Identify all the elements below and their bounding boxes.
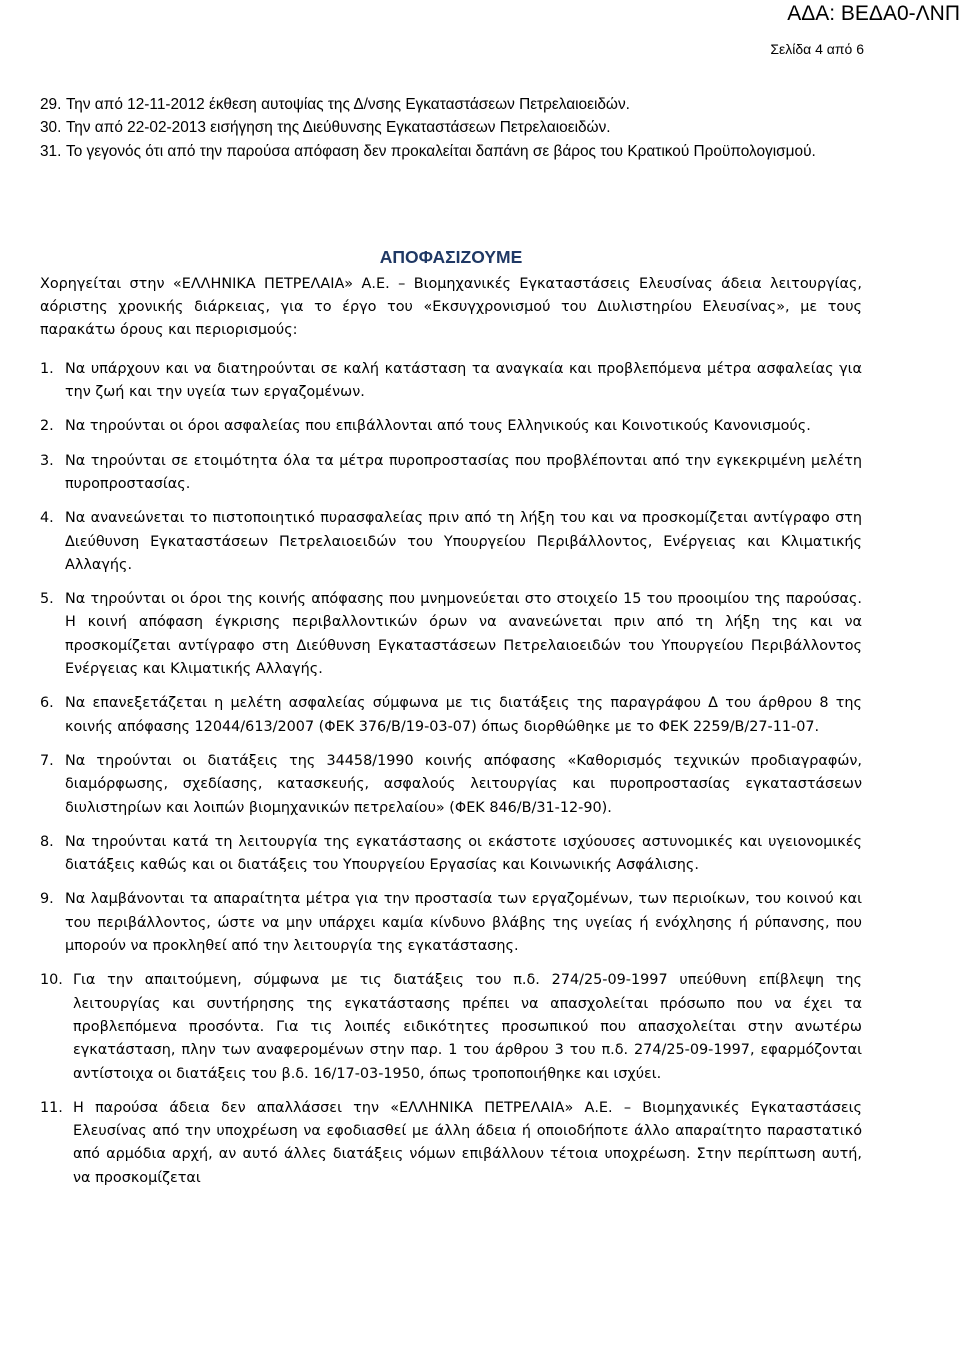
- term-item-10: [40, 969, 862, 1085]
- term-number: 5.: [40, 591, 54, 608]
- term-number: 9.: [40, 891, 54, 908]
- preamble-list: [40, 93, 862, 163]
- term-text: Να τηρούνται σε ετοιμότητα όλα τα μέτρα πυροπροστασίας που προβλέπονται από την εγκεκριμένη μελέτη πυροπροστασίας.: [65, 452, 862, 492]
- term-text: Να τηρούνται οι όροι της κοινής απόφασης που μνημονεύεται στο στοιχείο 15 του προοιμίου της παρούσας. Η κοινή απόφαση έγκρισης περιβαλλοντικών όρων να ανανεώνεται πριν από τη λήξη της και να προσκομίζεται αντίγραφο στη Διεύθυνση Εγκαταστάσεων Πετρελαιοειδών του Υπουργείου Περιβάλλοντος Ενέργειας και Κλιματικής Αλλαγής.: [65, 591, 862, 678]
- term-item-3: [40, 450, 862, 497]
- preamble-item-number: 30.: [40, 119, 62, 137]
- term-item-7: [40, 750, 862, 820]
- document-body: [40, 93, 862, 1201]
- term-number: 7.: [40, 752, 54, 769]
- preamble-item-text: Την από 22-02-2013 εισήγηση της Διεύθυνσης Εγκαταστάσεων Πετρελαιοειδών.: [66, 119, 611, 137]
- preamble-item-29: [40, 93, 862, 116]
- term-number: 1.: [40, 360, 54, 377]
- preamble-item-number: 29.: [40, 96, 62, 113]
- term-text: Να τηρούνται οι διατάξεις της 34458/1990 κοινής απόφασης «Καθορισμός τεχνικών προδιαγραφών, διαμόρφωσης, σχεδίασης, κατασκευής, ασφαλούς λειτουργίας και πυροπροστασίας εγκαταστάσεων διυλιστηρίων και λοιπών βιομηχανικών πετρελαίου» (ΦΕΚ 846/Β/31-12-90).: [65, 752, 862, 816]
- decision-heading: ΑΠΟΦΑΣΙΖΟΥΜΕ: [379, 246, 523, 267]
- term-text: Για την απαιτούμενη, σύμφωνα με τις διατάξεις του π.δ. 274/25-09-1997 υπεύθυνη επίβλεψη της λειτουργίας και συντήρησης της εγκατάστασης πρέπει να απασχολείται πρόσωπο που να έχει τα προβλεπόμενα προσόντα. Για τις λοιπές ειδικότητες προσωπικού που απασχολείται στην ανωτέρω εγκατάσταση, πλην των αναφερομένων στην παρ. 1 του άρθρου 3 του π.δ. 274/25-09-1997, εφαρμόζονται αντίστοιχα οι διατάξεις του β.δ. 16/17-03-1950, όπως τροποποιήθηκε και ισχύει.: [73, 972, 862, 1082]
- terms-list: [40, 358, 862, 1190]
- preamble-item-text: Την από 12-11-2012 έκθεση αυτοψίας της Δ/νσης Εγκαταστάσεων Πετρελαιοειδών.: [66, 96, 630, 113]
- term-number: 10.: [40, 972, 63, 989]
- term-number: 4.: [40, 510, 54, 527]
- term-number: 3.: [40, 452, 54, 469]
- preamble-item-30: [40, 116, 862, 139]
- term-text: Η παρούσα άδεια δεν απαλλάσσει την «ΕΛΛΗΝΙΚΑ ΠΕΤΡΕΛΑΙΑ» Α.Ε. – Βιομηχανικές Εγκαταστάσεις Ελευσίνας από την υποχρέωση να εφοδιασθεί με άλλη άδεια ή οποιοδήποτε άλλο απαραίτητο παραστατικό από αρμόδια αρχή, αν αυτό άλλες διατάξεις νόμων επιβάλλουν τέτοια υποχρέωση. Στην περίπτωση αυτή, να προσκομίζεται: [73, 1099, 862, 1186]
- term-number: 2.: [40, 418, 54, 435]
- term-text: Να τηρούνται οι όροι ασφαλείας που επιβάλλονται από τους Ελληνικούς και Κοινοτικούς Κανονισμούς.: [65, 418, 811, 435]
- term-number: 11.: [40, 1099, 63, 1116]
- term-number: 6.: [40, 695, 54, 712]
- page-number: Σελίδα 4 από 6: [770, 41, 864, 57]
- term-item-6: [40, 692, 862, 739]
- preamble-item-number: 31.: [40, 142, 62, 160]
- decision-paragraph: Χορηγείται στην «ΕΛΛΗΝΙΚΑ ΠΕΤΡΕΛΑΙΑ» Α.Ε. – Βιομηχανικές Εγκαταστάσεις Ελευσίνας άδεια λειτουργίας, αόριστης χρονικής διάρκειας, για το έργο του «Εκσυγχρονισμού του Διυλιστηρίου Ελευσίνας», με τους παρακάτω όρους και περιορισμούς:: [40, 275, 862, 339]
- term-item-4: [40, 507, 862, 577]
- term-text: Να υπάρχουν και να διατηρούνται σε καλή κατάσταση τα αναγκαία και προβλεπόμενα μέτρα ασφαλείας για την ζωή και την υγεία των εργαζομένων.: [65, 360, 862, 401]
- term-number: 8.: [40, 833, 54, 850]
- term-text: Να ανανεώνεται το πιστοποιητικό πυρασφαλείας πριν από τη λήξη του και να προσκομίζεται αντίγραφο στη Διεύθυνση Εγκαταστάσεων Πετρελαιοειδών του Υπουργείου Περιβάλλοντος, Ενέργειας και Κλιματικής Αλλαγής.: [65, 510, 862, 573]
- term-item-9: [40, 888, 862, 958]
- term-text: Να λαμβάνονται τα απαραίτητα μέτρα για την προστασία των εργαζομένων, των περιοίκων, του κοινού και του περιβάλλοντος, ώστε να μην υπάρχει καμία κίνδυνο βλάβης της υγείας ή ενόχλησης ή ρύπανσης, που μπορούν να προκληθεί από την λειτουργία της εγκατάστασης.: [65, 891, 862, 955]
- preamble-item-31: [40, 140, 862, 163]
- term-item-2: [40, 415, 862, 438]
- term-text: Να επανεξετάζεται η μελέτη ασφαλείας σύμφωνα με τις διατάξεις της παραγράφου Δ του άρθρου 8 της κοινής απόφασης 12044/613/2007 (ΦΕΚ 376/Β/19-03-07) όπως διορθώθηκε με το ΦΕΚ 2259/Β/27-11-07.: [65, 695, 862, 735]
- term-item-5: [40, 588, 862, 681]
- term-item-1: [40, 358, 862, 405]
- term-text: Να τηρούνται κατά τη λειτουργία της εγκατάστασης οι εκάστοτε ισχύουσες αστυνομικές και υγειονομικές διατάξεις καθώς και οι διατάξεις του Υπουργείου Εργασίας και Κοινωνικής Ασφάλισης.: [65, 833, 862, 874]
- ada-code: ΑΔΑ: ΒΕΔΑ0-ΛΝΠ: [787, 2, 960, 25]
- preamble-item-text: Το γεγονός ότι από την παρούσα απόφαση δεν προκαλείται δαπάνη σε βάρος του Κρατικού Προϋπολογισμού.: [66, 142, 816, 160]
- term-item-11: [40, 1097, 862, 1190]
- term-item-8: [40, 831, 862, 878]
